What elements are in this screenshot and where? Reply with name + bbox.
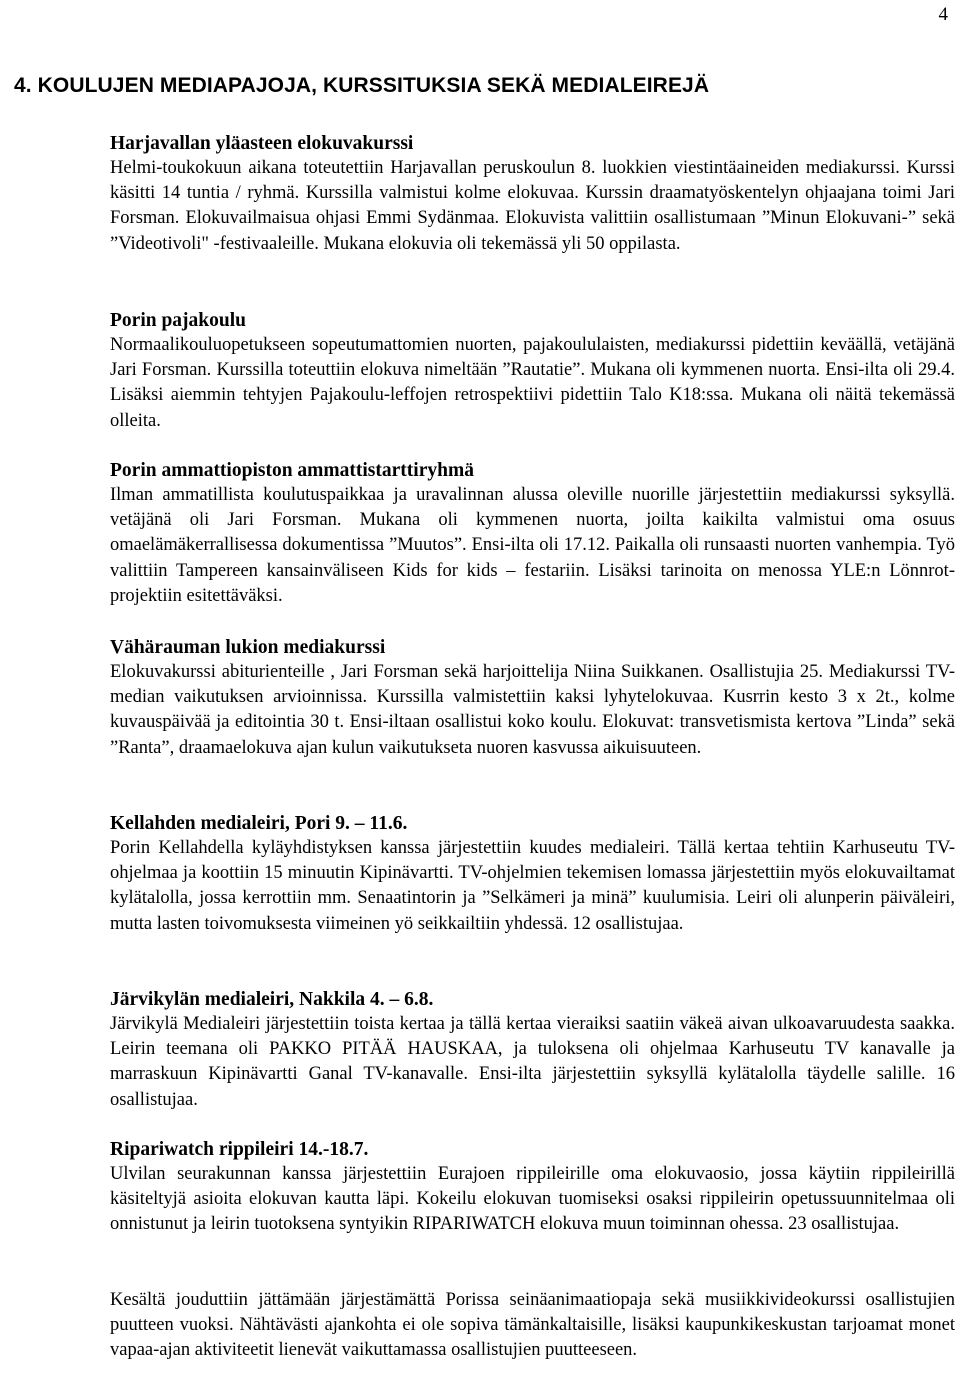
section-pori-vocational-start-group (110, 458, 955, 609)
section-harjavalta-film-course (110, 131, 955, 257)
section-body: Porin Kellahdella kyläyhdistyksen kanssa järjestettiin kuudes medialeiri. Tällä kertaa tehtiin Karhuseutu TV-ohjelmaa ja koottiin 15 minuutin Kipinävartti. TV-ohjelmien tekemisen lomassa järjestettiin myös elokuvailtamat kylätalolla, jossa kerrottiin mm. Senaatintorin ja ”Selkämeri ja minä” kuulumisia. Leiri oli alunperin päiväleiri, mutta lasten toivomuksesta viimeinen yö seikkailtiin yhdessä. 12 osallistujaa. (110, 838, 955, 934)
page-number: 4 (938, 4, 948, 25)
section-vaharauma-media-course (110, 635, 955, 761)
section-cancelled-summer-workshops (110, 1288, 955, 1364)
section-body: Normaalikouluopetukseen sopeutumattomien nuorten, pajakoululaisten, mediakurssi pidettiin keväällä, vetäjänä Jari Forsman. Kurssilla toteuttiin elokuva nimeltään ”Rautatie”. Mukana oli kymmenen nuorta. Ensi-ilta oli 29.4. Lisäksi aiemmin tehtyjen Pajakoulu-leffojen retrospektiivi pidettiin Talo K18:ssa. Mukana oli näitä tekemässä olleita. (110, 335, 955, 431)
section-ripariwatch-confirmation-camp (110, 1137, 955, 1238)
section-kellahti-media-camp (110, 811, 955, 937)
section-pori-workshop-school (110, 308, 955, 434)
section-body: Ilman ammatillista koulutuspaikkaa ja uravalinnan alussa oleville nuorille järjestettiin mediakurssi syksyllä. vetäjänä oli Jari Forsman. Mukana oli kymmenen nuorta, joilta kaikilta valmistui oma osuus omaelämäkerrallisessa dokumentissa ”Muutos”. Ensi-ilta oli 17.12. Paikalla oli runsaasti nuorten vanhempia. Työ valittiin Tampereen kansainväliseen Kids for kids – festariin. Lisäksi tarinoita on menossa YLE:n Lönnrot-projektiin esitettäväksi. (110, 485, 955, 606)
section-heading: Porin ammattiopiston ammattistarttiryhmä (110, 460, 474, 481)
section-body: Järvikylä Medialeiri järjestettiin toista kertaa ja tällä kertaa vieraiksi saatiin väkeä aivan ulkoavaruudesta saakka. Leirin teemana oli PAKKO PITÄÄ HAUSKAA, ja tuloksena oli ohjelmaa Karhuseutu TV kanavalle ja marraskuun Kipinävartti Ganal TV-kanavalle. Ensi-ilta järjestettiin syksyllä kylätalolla täydelle salille. 16 osallistujaa. (110, 1014, 955, 1110)
section-heading: Harjavallan yläasteen elokuvakurssi (110, 133, 414, 154)
section-body: Ulvilan seurakunnan kanssa järjestettiin Eurajoen rippileirille oma elokuvaosio, jossa käytiin rippileirillä käsiteltyjä asioita elokuvan kautta läpi. Kokeilu elokuvan tuomiseksi osaksi rippileirin opetussuunnitelmaa oli onnistunut ja leirin tuotoksena syntyikin RIPARIWATCH elokuva muun toiminnan ohessa. 23 osallistujaa. (110, 1164, 955, 1235)
section-body: Helmi-toukokuun aikana toteutettiin Harjavallan peruskoulun 8. luokkien viestintäaineiden mediakurssi. Kurssi käsitti 14 tuntia / ryhmä. Kurssilla valmistui kolme elokuvaa. Kurssin draamatyöskentelyn ohjaajana toimi Jari Forsman. Elokuvailmaisua ohjasi Emmi Sydänmaa. Elokuvista valittiin osallistumaan ”Minun Elokuvani-” sekä ”Videotivoli" -festivaaleille. Mukana elokuvia oli tekemässä yli 50 oppilasta. (110, 158, 955, 254)
section-heading: Vähärauman lukion mediakurssi (110, 637, 386, 658)
section-jarvikyla-media-camp (110, 987, 955, 1113)
section-heading: Järvikylän medialeiri, Nakkila 4. – 6.8. (110, 989, 434, 1010)
section-heading: Porin pajakoulu (110, 310, 246, 331)
section-body: Elokuvakurssi abiturienteille , Jari Forsman sekä harjoittelija Niina Suikkanen. Osallistujia 25. Mediakurssi TV-median vaikutuksen arvioinnissa. Kurssilla valmistettiin kaksi lyhytelokuvaa. Kusrrin kesto 3 x 2t., kolme kuvauspäivää ja editointia 30 t. Ensi-iltaan osallistui koko koulu. Elokuvat: transvetismista kertova ”Linda” sekä ”Ranta”, draamaelokuva ajan kulun vaikutukseta nuoren kasvussa aikuisuuteen. (110, 662, 955, 758)
section-heading: Ripariwatch rippileiri 14.-18.7. (110, 1139, 369, 1160)
section-body: Kesältä jouduttiin jättämään järjestämättä Porissa seinäanimaatiopaja sekä musiikkivideokurssi osallistujien puutteen vuoksi. Nähtävästi ajankohta ei ole sopiva tämänkaltaisille, lisäksi kaupunkikeskustan tarjoamat monet vapaa-ajan aktiviteetit lienevät vaikuttamassa osallistujien puutteeseen. (110, 1290, 955, 1361)
section-heading: Kellahden medialeiri, Pori 9. – 11.6. (110, 813, 408, 834)
chapter-title: 4. KOULUJEN MEDIAPAJOJA, KURSSITUKSIA SEKÄ MEDIALEIREJÄ (14, 74, 710, 97)
